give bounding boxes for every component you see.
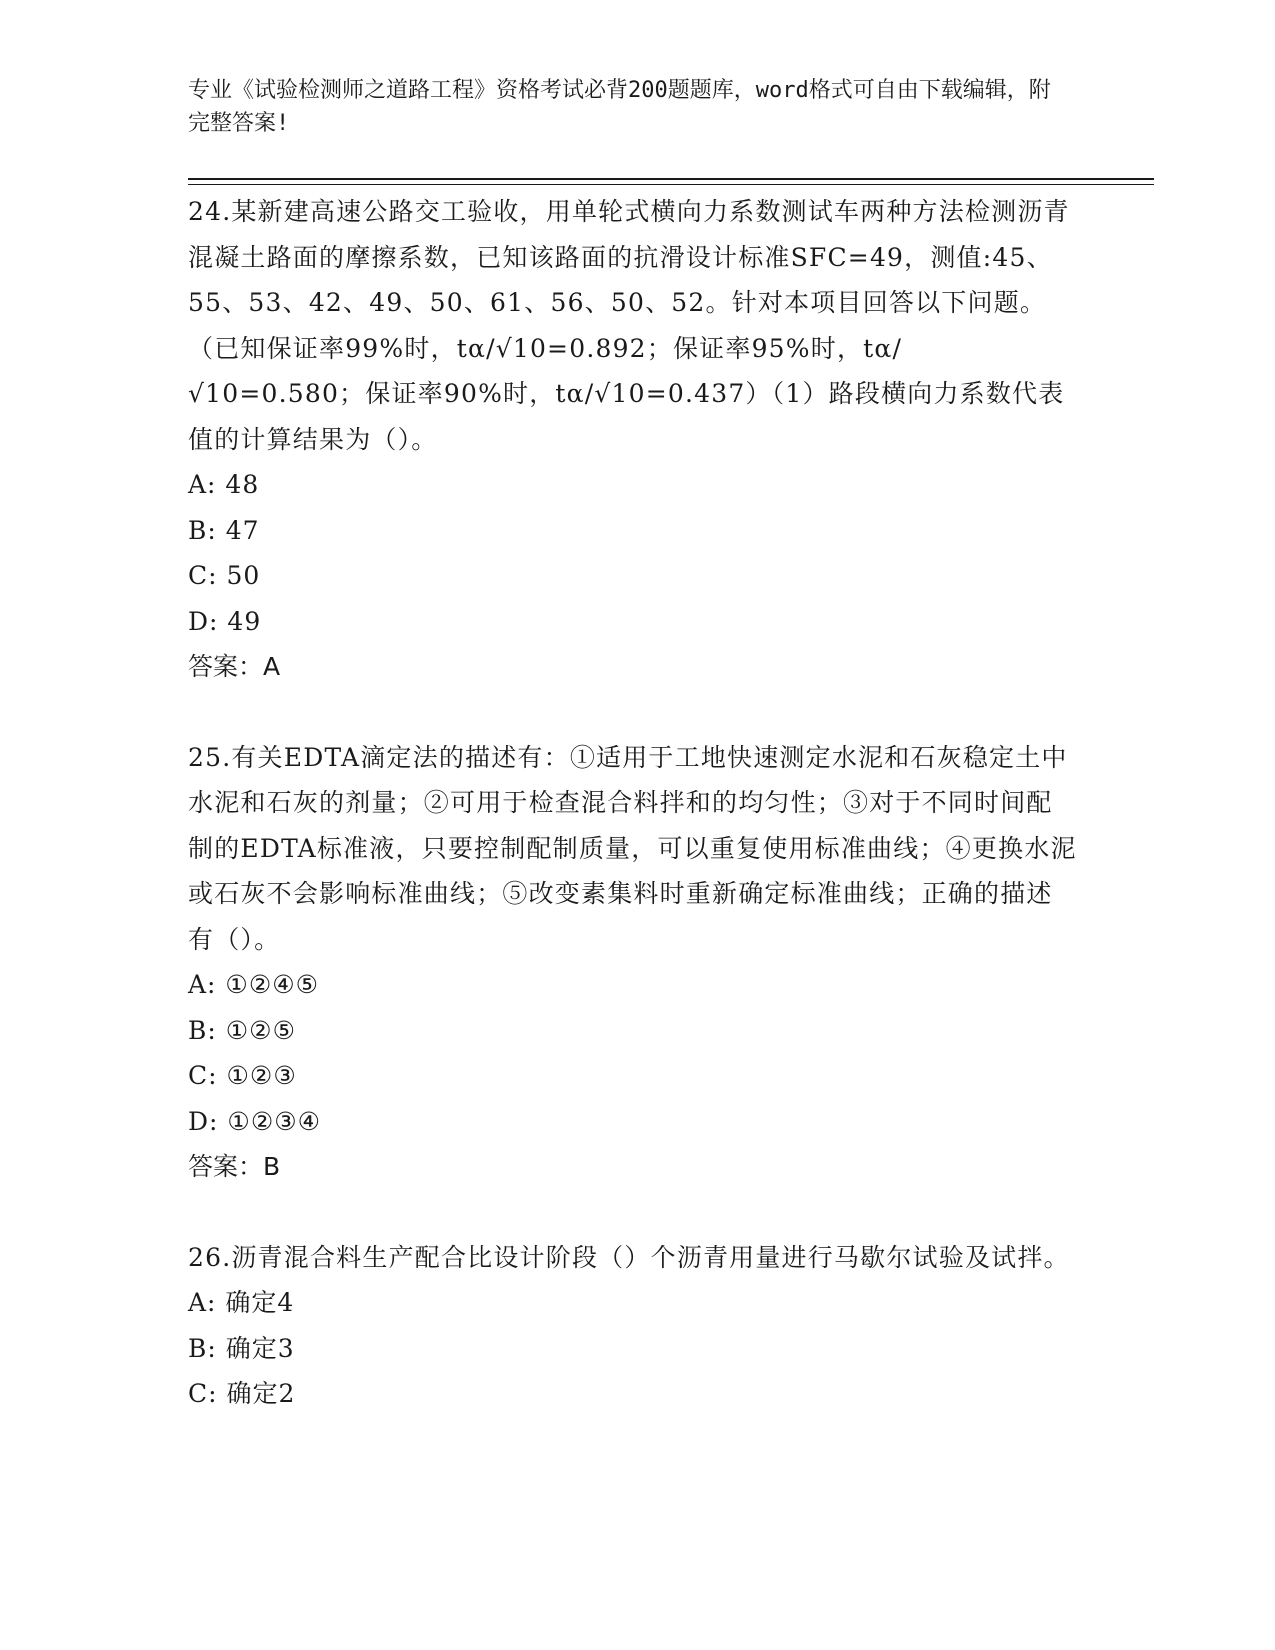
option-a: A: 确定4	[188, 1288, 295, 1317]
option-c: C: ①②③	[188, 1061, 297, 1090]
question-list	[188, 189, 1078, 1417]
answer-line: 答案：A	[188, 652, 281, 681]
question-26	[188, 1235, 1078, 1417]
question-spacer	[188, 1190, 1078, 1235]
option-a: A: ①②④⑤	[188, 970, 320, 999]
question-stem: 26.沥青混合料生产配合比设计阶段（）个沥青用量进行马歇尔试验及试拌。	[188, 1242, 1070, 1272]
question-25	[188, 735, 1078, 1190]
option-b: B: 确定3	[188, 1333, 295, 1363]
option-b: B: ①②⑤	[188, 1015, 296, 1045]
question-stem: 25.有关EDTA滴定法的描述有：①适用于工地快速测定水泥和石灰稳定土中水泥和石灰的剂量；②可用于检查混合料拌和的均匀性；③对于不同时间配制的EDTA标准液，只要控制配制质量，可以重复使用标准曲线；④更换水泥或石灰不会影响标准曲线；⑤改变素集料时重新确定标准曲线；正确的描述有（）。	[188, 742, 1077, 954]
answer-line: 答案：B	[188, 1152, 281, 1181]
option-d: D: 49	[188, 606, 262, 636]
question-stem: 24.某新建高速公路交工验收，用单轮式横向力系数测试车两种方法检测沥青混凝土路面的摩擦系数，已知该路面的抗滑设计标准SFC=49，测值:45、55、53、42、49、50、61、56、50、52。针对本项目回答以下问题。（已知保证率99%时，tα/√10=0.892；保证率95%时，tα/√10=0.580；保证率90%时，tα/√10=0.437）（1）路段横向力系数代表值的计算结果为（）。	[188, 197, 1070, 454]
document-header: 专业《试验检测师之道路工程》资格考试必背200题题库，word格式可自由下载编辑，附完整答案!	[188, 78, 1051, 136]
option-c: C: 确定2	[188, 1379, 296, 1408]
header-divider-thin	[188, 184, 1154, 185]
option-a: A: 48	[188, 470, 260, 499]
header-divider-thick	[188, 178, 1154, 180]
question-spacer	[188, 690, 1078, 735]
option-b: B: 47	[188, 515, 260, 545]
option-d: D: ①②③④	[188, 1106, 322, 1136]
option-c: C: 50	[188, 561, 261, 590]
question-24	[188, 189, 1078, 690]
